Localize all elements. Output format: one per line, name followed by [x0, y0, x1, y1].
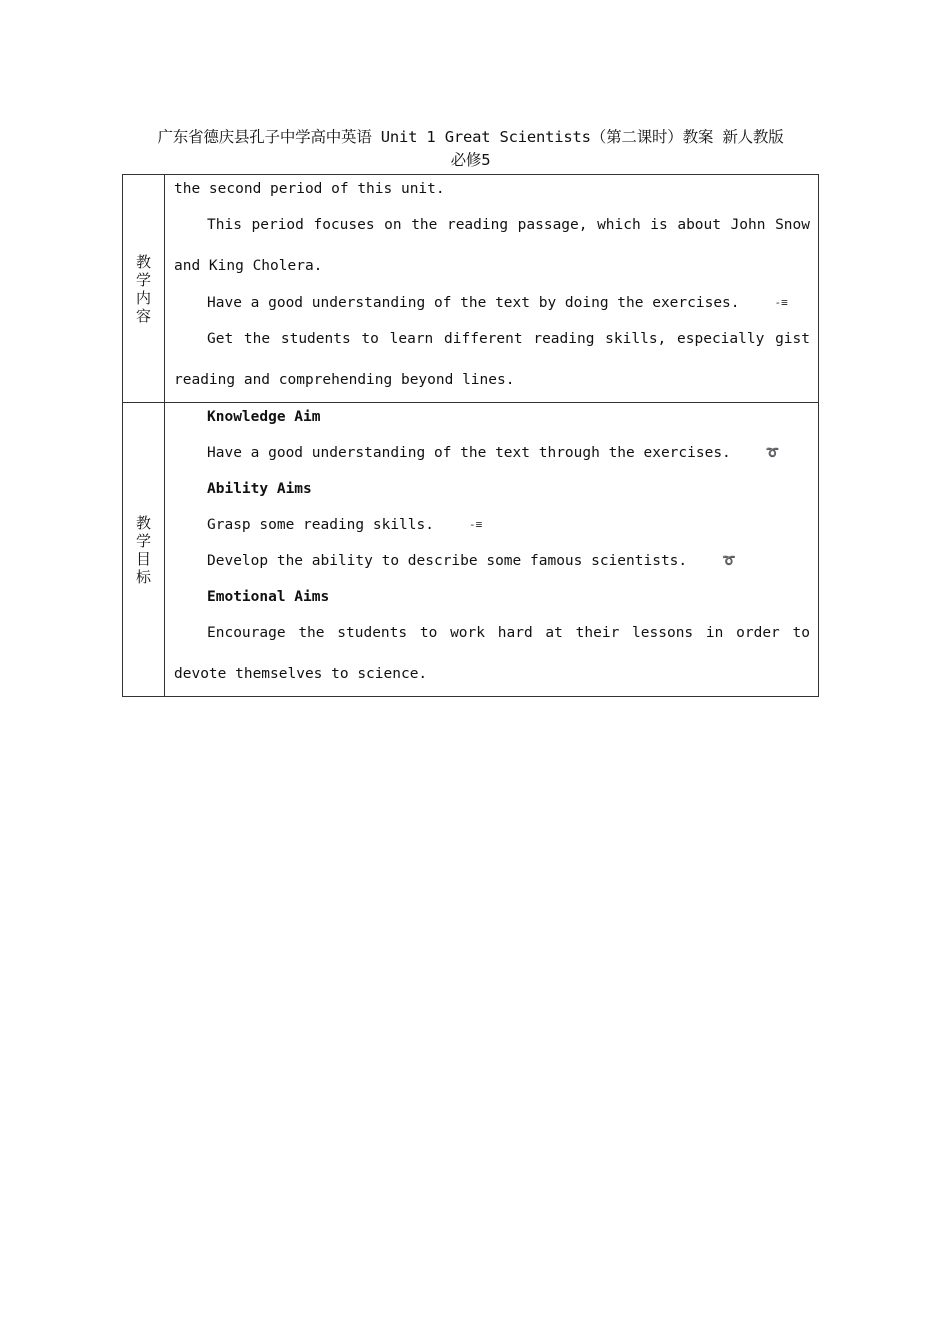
- table-row-objectives: [123, 403, 819, 697]
- row-label-cell: [123, 403, 165, 697]
- knowledge-aim-heading: Knowledge Aim: [207, 409, 321, 425]
- curl-mark-icon: ➰: [722, 554, 736, 567]
- content-paragraph-3: [174, 293, 810, 313]
- emotional-aim-text: Encourage the students to work hard at their lessons in order to devote themselves to science.: [174, 625, 810, 682]
- curl-mark-icon: ➰: [765, 446, 780, 459]
- ability-aim-text-1-content: Grasp some reading skills.: [207, 517, 434, 533]
- row-label-teaching-objectives: 教学目标: [135, 513, 151, 586]
- ability-aim-text-1: [174, 515, 810, 535]
- content-paragraph-3-text: Have a good understanding of the text by doing the exercises.: [207, 295, 740, 311]
- equals-mark-icon: -≡: [774, 296, 788, 309]
- equals-mark-icon: -≡: [468, 518, 483, 531]
- content-paragraph-4: Get the students to learn different reading skills, especially gist reading and comprehending beyond lines.: [174, 331, 810, 388]
- lesson-plan-table: [122, 174, 819, 697]
- row-label-cell: [123, 175, 165, 403]
- ability-aim-text-2-content: Develop the ability to describe some famous scientists.: [207, 553, 688, 569]
- row-label-teaching-content: 教学内容: [135, 252, 151, 325]
- title-line-2: 必修5: [450, 151, 491, 169]
- title-line-1: 广东省德庆县孔子中学高中英语 Unit 1 Great Scientists（第二课时）教案 新人教版: [157, 128, 784, 146]
- knowledge-aim-text: [174, 443, 810, 463]
- objectives-cell: [165, 403, 819, 697]
- page-title: [122, 126, 819, 172]
- content-paragraph-1: the second period of this unit.: [174, 181, 445, 197]
- content-cell: [165, 175, 819, 403]
- content-paragraph-2: This period focuses on the reading passage, which is about John Snow and King Cholera.: [174, 217, 810, 274]
- ability-aim-text-2: [174, 551, 810, 571]
- ability-aims-heading: Ability Aims: [207, 481, 312, 497]
- knowledge-aim-text-content: Have a good understanding of the text through the exercises.: [207, 445, 731, 461]
- table-row-content: [123, 175, 819, 403]
- emotional-aims-heading: Emotional Aims: [207, 589, 330, 605]
